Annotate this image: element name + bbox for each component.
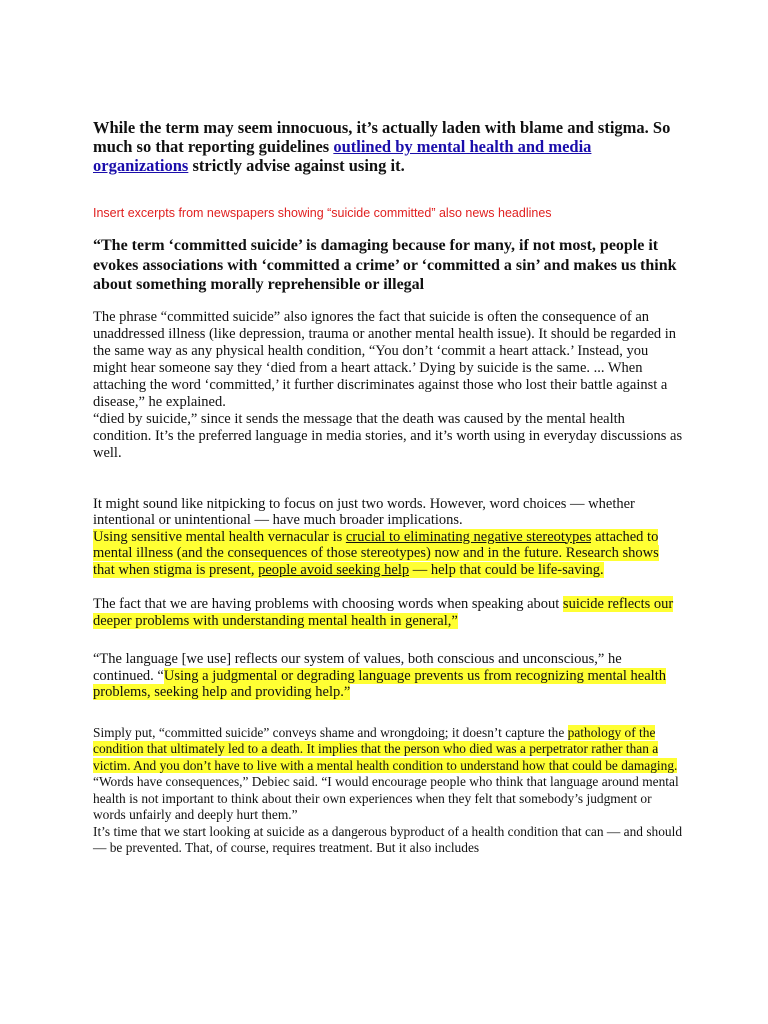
nitpick-text: It might sound like nitpicking to focus on just two words. However, word choices — whether intentional or unintentional — have much broader implications. [93, 495, 635, 528]
vernacular-text [93, 529, 683, 579]
avoid-seeking-help-link[interactable]: people avoid seeking help [258, 561, 410, 578]
editor-note: Insert excerpts from newspapers showing “suicide committed” also news headlines [93, 206, 552, 220]
language-paragraph [93, 651, 683, 701]
intro-text-end: strictly advise against using it. [188, 156, 405, 175]
highlight-text: pathology of the condition that ultimately led to a death. It implies that the person who died was a perpetrator rather than a victim. And you don’t have to live with a mental health condition to understand how that could be damaging. [93, 724, 678, 773]
highlight-text: attached to mental illness (and the consequences of those stereotypes) now and in the future. Research shows that when stigma is present, [93, 528, 659, 578]
intro-paragraph [93, 118, 683, 175]
simply-put-paragraph [93, 725, 683, 775]
highlight-text: — help that could be life-saving. [409, 561, 604, 578]
nitpick-paragraph [93, 496, 683, 579]
simply-put-text: Simply put, “committed suicide” conveys shame and wrongdoing; it doesn’t capture the [93, 724, 568, 740]
intro-text: While the term may seem innocuous, it’s actually laden with blame and stigma. So much so that reporting guidelines [93, 118, 671, 156]
highlight-text: Using a judgmental or degrading language prevents us from recognizing mental health problems, seeking help and providing help.” [93, 667, 666, 700]
document-page [93, 118, 683, 857]
highlight-text: Using sensitive mental health vernacular is [93, 528, 346, 545]
language-text: “The language [we use] reflects our system of values, both conscious and unconscious,” he continued. “ [93, 651, 622, 684]
mental-health-guidelines-link[interactable]: outlined by mental health and media organizations [93, 137, 592, 175]
problems-text: The fact that we are having problems with choosing words when speaking about [93, 596, 563, 612]
pull-quote: “The term ‘committed suicide’ is damaging because for many, if not most, people it evokes associations with ‘committed a crime’ or ‘committed a sin’ and makes us think about something morally reprehensible or illegal [93, 237, 677, 293]
words-consequences-paragraph: “Words have consequences,” Debiec said. “I would encourage people who think that language around mental health is not important to think about their own experiences when they felt that somebody’s judgment or words unfairly and deeply hurt them.” [93, 774, 679, 822]
phrase-paragraph [93, 309, 683, 462]
stereotypes-link[interactable]: crucial to eliminating negative stereotypes [345, 528, 592, 545]
phrase-paragraph-text: The phrase “committed suicide” also ignores the fact that suicide is often the consequence of an unaddressed illness (like depression, trauma or another mental health issue). It should be regarded in the same way as any physical health condition, “You don’t ‘commit a heart attack.’ Instead, you might hear someone say they ‘died from a heart attack.’ Dying by suicide is the same. ... When attaching the word ‘committed,’ it further discriminates against those who lost their battle against a disease,” he explained. [93, 308, 677, 410]
died-by-suicide-text: “died by suicide,” since it sends the message that the death was caused by the mental health condition. It’s the preferred language in media stories, and it’s worth using in everyday discussions as well. [93, 410, 683, 461]
highlight-text: suicide reflects our deeper problems with understanding mental health in general,” [93, 596, 674, 629]
problems-paragraph [93, 596, 683, 629]
time-paragraph: It’s time that we start looking at suicide as a dangerous byproduct of a health condition that can — and should — be prevented. That, of course, requires treatment. But it also includes [93, 823, 683, 855]
